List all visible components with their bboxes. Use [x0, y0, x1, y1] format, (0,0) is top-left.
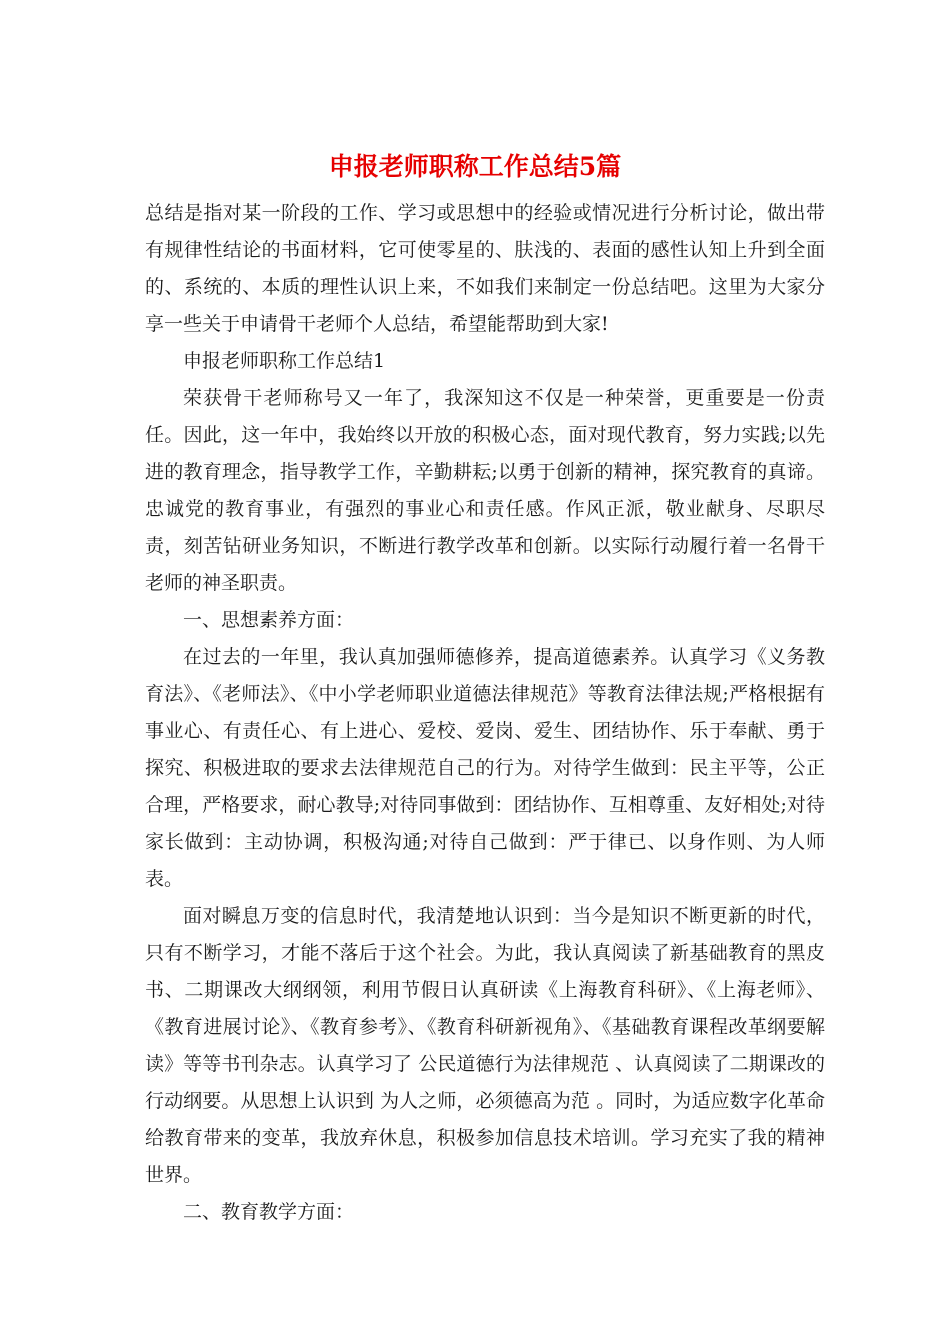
subsection-heading-teaching: 二、教育教学方面：: [183, 1201, 355, 1223]
subsection-heading-ideology: 一、思想素养方面：: [183, 609, 355, 631]
section-heading-summary-1: 申报老师职称工作总结1: [183, 350, 386, 372]
body-paragraph: 在过去的一年里，我认真加强师德修养，提高道德素养。认真学习《义务教育法》、《老师法》、《中小学老师职业道德法律规范》等教育法律法规;严格根据有事业心、有责任心、有上进心、爱校、爱岗、爱生、团结协作、乐于奉献、勇于探究、积极进取的要求去法律规范自己的行为。对待学生做到：民主平等，公正合理，严格要求，耐心教导;对待同事做到：团结协作、互相尊重、友好相处;对待家长做到：主动协调，积极沟通;对待自己做到：严于律已、以身作则、为人师表。: [145, 646, 825, 890]
document-body: [145, 195, 825, 1231]
body-paragraph: 荣获骨干老师称号又一年了，我深知这不仅是一种荣誉，更重要是一份责任。因此，这一年中，我始终以开放的积极心态，面对现代教育，努力实践;以先进的教育理念，指导教学工作，辛勤耕耘;以勇于创新的精神，探究教育的真谛。忠诚党的教育事业，有强烈的事业心和责任感。作风正派，敬业献身、尽职尽责，刻苦钻研业务知识，不断进行教学改革和创新。以实际行动履行着一名骨干老师的神圣职责。: [145, 387, 825, 594]
document-title: 申报老师职称工作总结5篇: [328, 152, 622, 181]
body-paragraph: 面对瞬息万变的信息时代，我清楚地认识到：当今是知识不断更新的时代，只有不断学习，才能不落后于这个社会。为此，我认真阅读了新基础教育的黑皮书、二期课改大纲纲领，利用节假日认真研读《上海教育科研》、《上海老师》、《教育进展讨论》、《教育参考》、《教育科研新视角》、《基础教育课程改革纲要解读》等等书刊杂志。认真学习了 公民道德行为法律规范 、认真阅读了二期课改的行动纲要。从思想上认识到 为人之师，必须德高为范 。同时，为适应数字化革命给教育带来的变革，我放弃休息，积极参加信息技术培训。学习充实了我的精神世界。: [145, 905, 825, 1186]
intro-paragraph: 总结是指对某一阶段的工作、学习或思想中的经验或情况进行分析讨论，做出带有规律性结论的书面材料，它可使零星的、肤浅的、表面的感性认知上升到全面的、系统的、本质的理性认识上来，不如我们来制定一份总结吧。这里为大家分享一些关于申请骨干老师个人总结，希望能帮助到大家!: [145, 202, 825, 335]
